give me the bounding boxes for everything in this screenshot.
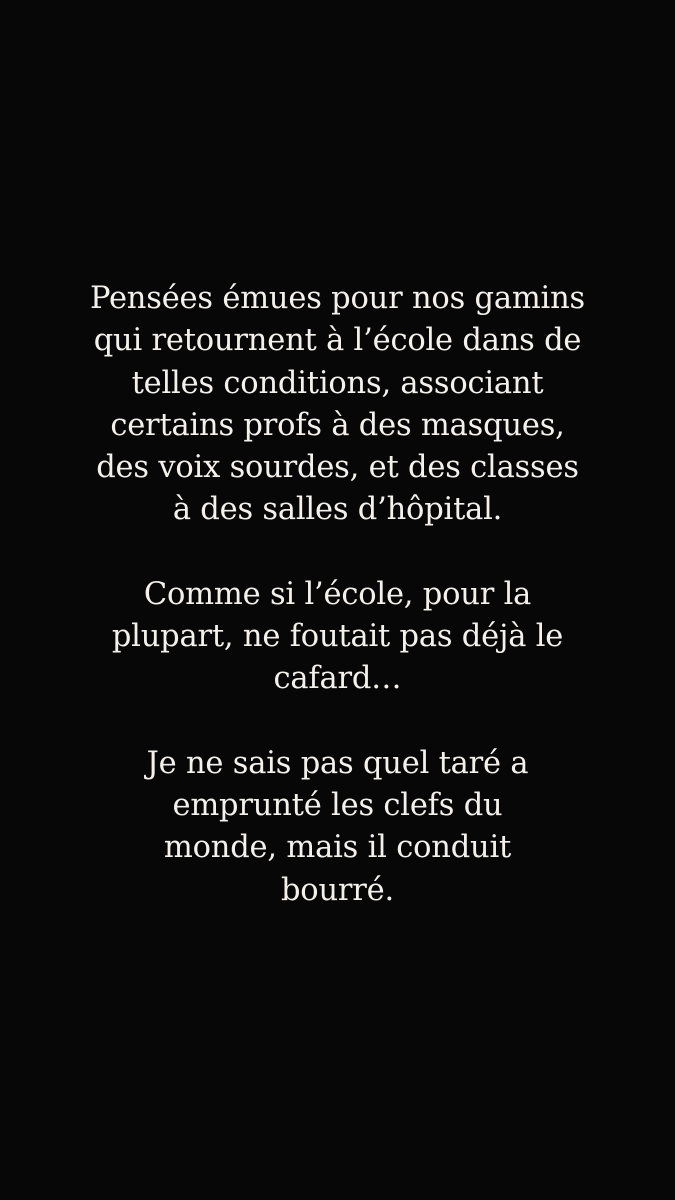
paragraph-2 <box>0 574 675 701</box>
text-line: qui retournent à l’école dans de <box>93 323 582 359</box>
text-line: Pensées émues pour nos gamins <box>90 281 585 316</box>
text-line: des voix sourdes, et des classes <box>96 450 579 486</box>
text-line: Comme si l’école, pour la <box>143 576 532 612</box>
text-line: à des salles d’hôpital. <box>172 492 503 528</box>
text-line: cafard… <box>273 661 402 697</box>
text-line: emprunté les clefs du <box>172 787 503 823</box>
text-line: certains profs à des masques, <box>110 407 565 443</box>
paragraph-1 <box>0 278 675 532</box>
text-line: Je ne sais pas quel taré a <box>146 745 529 781</box>
text-line: plupart, ne foutait pas déjà le <box>111 619 564 655</box>
text-line: telles conditions, associant <box>131 365 544 401</box>
story-text <box>0 278 675 912</box>
text-line: monde, mais il conduit <box>163 830 512 866</box>
text-line: bourré. <box>280 872 395 908</box>
paragraph-3 <box>0 743 675 912</box>
